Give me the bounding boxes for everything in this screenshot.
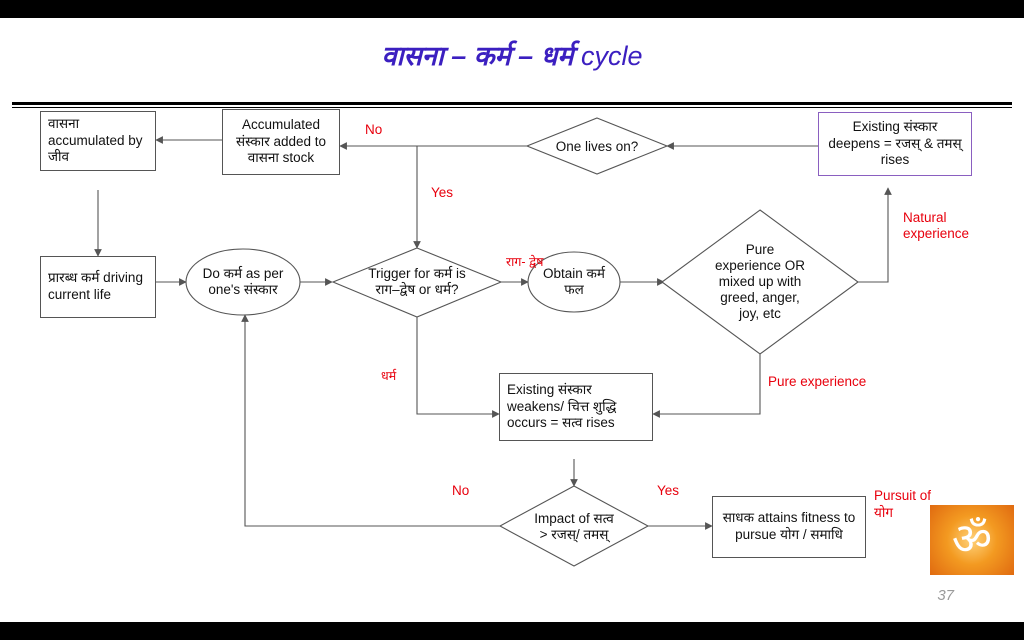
- om-symbol-icon: ॐ: [930, 505, 1014, 575]
- node-existing-sanskar-deepens: [818, 112, 972, 176]
- node-vasana-accumulated-label: वासना accumulated by जीव: [48, 115, 143, 165]
- page-title-hindi: वासना – कर्म – धर्म: [381, 41, 581, 71]
- node-sadhak-fitness-label: साधक attains fitness to pursue योग / समाधि: [722, 510, 856, 542]
- node-accumulated-sanskar-label: Accumulated संस्कार added to वासना stock: [235, 116, 327, 166]
- edge-label-pursuit-of-yoga: Pursuit of योग: [874, 488, 932, 520]
- node-prarabdha-label: प्रारब्ध कर्म driving current life: [48, 270, 143, 302]
- node-accumulated-sanskar: [222, 109, 340, 175]
- page-number: 37: [937, 587, 954, 604]
- decision-trigger-label: Trigger for कर्म is राग–द्वेष or धर्म?: [368, 265, 466, 297]
- node-sanskar-weakens: [499, 373, 653, 441]
- edge-label-yes-top: Yes: [431, 185, 454, 200]
- edge-label-no-top: No: [365, 122, 383, 137]
- node-prarabdha: [40, 256, 156, 318]
- process-do-karma-label: Do कर्म as per one's संस्कार: [202, 265, 284, 297]
- node-existing-sanskar-deepens-label: Existing संस्कार deepens = रजस् & तमस् rises: [828, 118, 962, 168]
- edge-label-raag-dvesh: राग- द्वेष: [506, 255, 544, 269]
- decision-pure-or-mixed-label: Pure experience OR mixed up with greed, anger, joy, etc: [714, 241, 806, 322]
- decision-one-lives-on-label: One lives on?: [555, 138, 639, 154]
- edge-label-natural-experience: Natural experience: [903, 210, 970, 242]
- node-sadhak-fitness: [712, 496, 866, 558]
- process-obtain-fal-label: Obtain कर्म फल: [543, 265, 605, 297]
- node-sanskar-weakens-label: Existing संस्कार weakens/ चित्त शुद्धि occurs = सत्व rises: [507, 381, 617, 431]
- decision-impact-label: Impact of सत्व > रजस्/ तमस्: [534, 510, 614, 542]
- edge-label-yes-bottom: Yes: [657, 483, 680, 498]
- page-title-english: cycle: [580, 41, 643, 71]
- edge-label-dharma: धर्म: [381, 369, 397, 383]
- flow-connectors: [0, 18, 1024, 622]
- node-vasana-accumulated: [40, 111, 156, 171]
- edge-label-no-bottom: No: [452, 483, 470, 498]
- slide-canvas: [0, 18, 1024, 622]
- edge-label-pure-experience: Pure experience: [768, 374, 867, 389]
